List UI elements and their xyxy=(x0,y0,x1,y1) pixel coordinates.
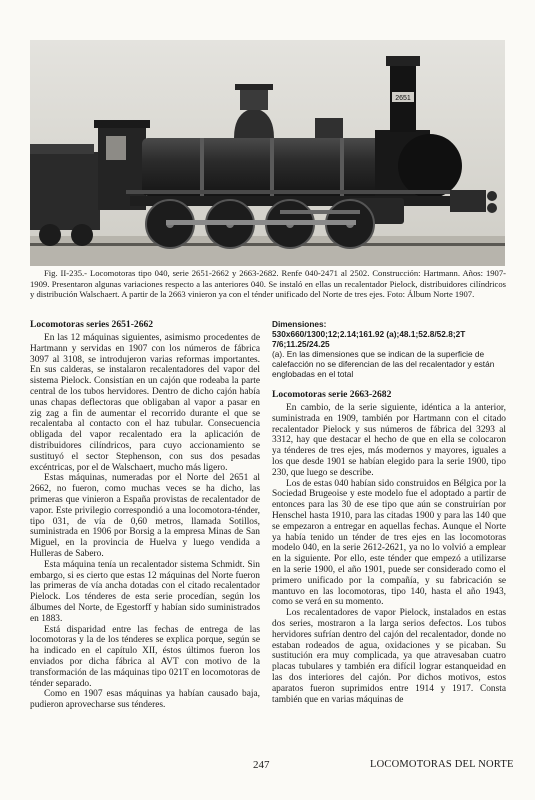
dimensions-block xyxy=(272,319,506,379)
locomotive-photo xyxy=(30,40,505,266)
dimensions-note: (a). En las dimensiones que se indican de la superficie de calefacción no se diferencian de las del recalentador y están englobadas en el total xyxy=(272,349,495,379)
figure-caption: Fig. II-235.- Locomotoras tipo 040, serie 2651-2662 y 2663-2682. Renfe 040-2471 al 2502. Construcción: Hartmann. Años: 1907-1909. Presentaron algunas variaciones respecto a las anteriores 040. Se instaló en ellas un recalentador Pielock, distribuidores cilíndricos y distribución Walschaert. A partir de la 2663 vinieron ya con el ténder unificado del Norte de tres ejes. Foto: Álbum Norte 1907. xyxy=(30,268,506,300)
paragraph: Esta máquina tenía un recalentador sistema Schmidt. Sin embargo, si es cierto que estas 12 máquinas del Norte fueron las primeras de vía ancha dotadas con el citado recalentador Pielock. Los ténderes de esta serie procedían, según los álbumes del Norte, de Egestorff y habían sido suministrados en 1883. xyxy=(30,559,260,624)
number-plate: 2651 xyxy=(395,95,411,102)
paragraph: Los recalentadores de vapor Pielock, instalados en estas dos series, mostraron a la larga serios defectos. Los tubos hervidores sufrían dentro del cajón del recalentador, donde no estaban rodeados de agua, oxidaciones y se picaban. Su sustitución era muy complicada, ya que atravesaban cuatro placas tubulares y también era difícil lograr estanqueidad en las dos interiores del cajón. Por dichos motivos, estos aparatos fueron suprimidos entre 1914 y 1917. Consta también que en varias máquinas de xyxy=(272,608,506,705)
paragraph: En cambio, de la serie siguiente, idéntica a la anterior, suministrada en 1909, también por Hartmann con el citado recalentador Pielock y sus números de fábrica del 3293 al 3312, hay que destacar el hecho de que en ella se colocaron ya ténderes de tres ejes, más modernos y mayores, iguales a los que desde 1901 se habían elegido para la serie 1900, tipo 230, que luego se describe. xyxy=(272,403,506,478)
paragraph: En las 12 máquinas siguientes, asimismo procedentes de Hartmann y servidas en 1907 con los números de fábrica 3097 al 3108, se introdujeron varias reformas importantes. En sus calderas, se instalaron recalentadores del vapor del sistema Pielock. Consistían en un cajón que rodeaba la parte central de los tubos hervidores. Dentro de dicho cajón había unas chapas deflectoras que obligaban al vapor a pasar en zig zag a fin de aumentar el recorrido durante el que se recalentaba al contacto con el haz tubular. Consecuencia obligada del vapor recalentado era la aplicación de distribuidores cilíndricos, para cuyo accionamiento se sustituyó el sector Stephenson, con sus dos pesadas excéntricas, por el de Walschaert, mucho más ligero. xyxy=(30,333,260,473)
dimensions-title: Dimensiones: xyxy=(272,319,327,329)
paragraph: Estas máquinas, numeradas por el Norte del 2651 al 2662, no fueron, como muchas veces se ha dicho, las primeras que vinieron a España provistas de recalentador de vapor. Este privilegio correspondió a una locomotora-ténder, tipo 031, de vía de 0,60 metros, llamada Sotillos, suministrada en 1906 por Borsig a la empresa Minas de San Miguel, en la provincia de Huelva y luego vendida a Hulleras de Sabero. xyxy=(30,473,260,559)
section-heading-2663: Locomotoras serie 2663-2682 xyxy=(272,389,392,400)
section-heading-2651: Locomotoras series 2651-2662 xyxy=(30,319,154,330)
paragraph: Los de estas 040 habían sido construidos en Bélgica por la Sociedad Brugeoise y este modelo fue el adoptado a partir de entonces para las 30 de ese tipo que aún se construirían por Henschel hasta 1910, para las citadas 1900 y para las 140 que se empezaron a entregar en aquellas fechas. Aunque el Norte ya había tenido un ténder de tres ejes en las locomotoras modelo 040, en la serie 2612-2621, ya no lo volvió a emplear en la siguiente. Por ello, este ténder que empezó a utilizarse en la serie 1900, el año 1901, puede ser considerado como el primero unificado por la compañía, y su fabricación se mantuvo en las locomotoras, tipo 140, hasta el año 1943, como se verá en su momento. xyxy=(272,478,506,608)
left-column xyxy=(30,319,260,711)
paragraph: Está disparidad entre las fechas de entrega de las locomotoras y la de los ténderes se explica porque, según se ha indicado en el capítulo XII, éstos últimos fueron los enviados por dicha fábrica al AVT con motivo de la transformación de las máquinas tipo 021T en locomotoras de ténder separado. xyxy=(30,624,260,689)
page-number: 247 xyxy=(253,759,270,771)
paragraph: Como en 1907 esas máquinas ya habían causado baja, pudieron aprovecharse sus ténderes. xyxy=(30,689,260,711)
locomotive-illustration xyxy=(30,40,505,266)
dimensions-values: 530x660/1300;12;2.14;161.92 (a);48.1;52.8/52.8;2T 7/6;11.25/24.25 xyxy=(272,329,466,349)
running-title: LOCOMOTORAS DEL NORTE xyxy=(370,759,514,770)
right-column xyxy=(272,319,506,705)
